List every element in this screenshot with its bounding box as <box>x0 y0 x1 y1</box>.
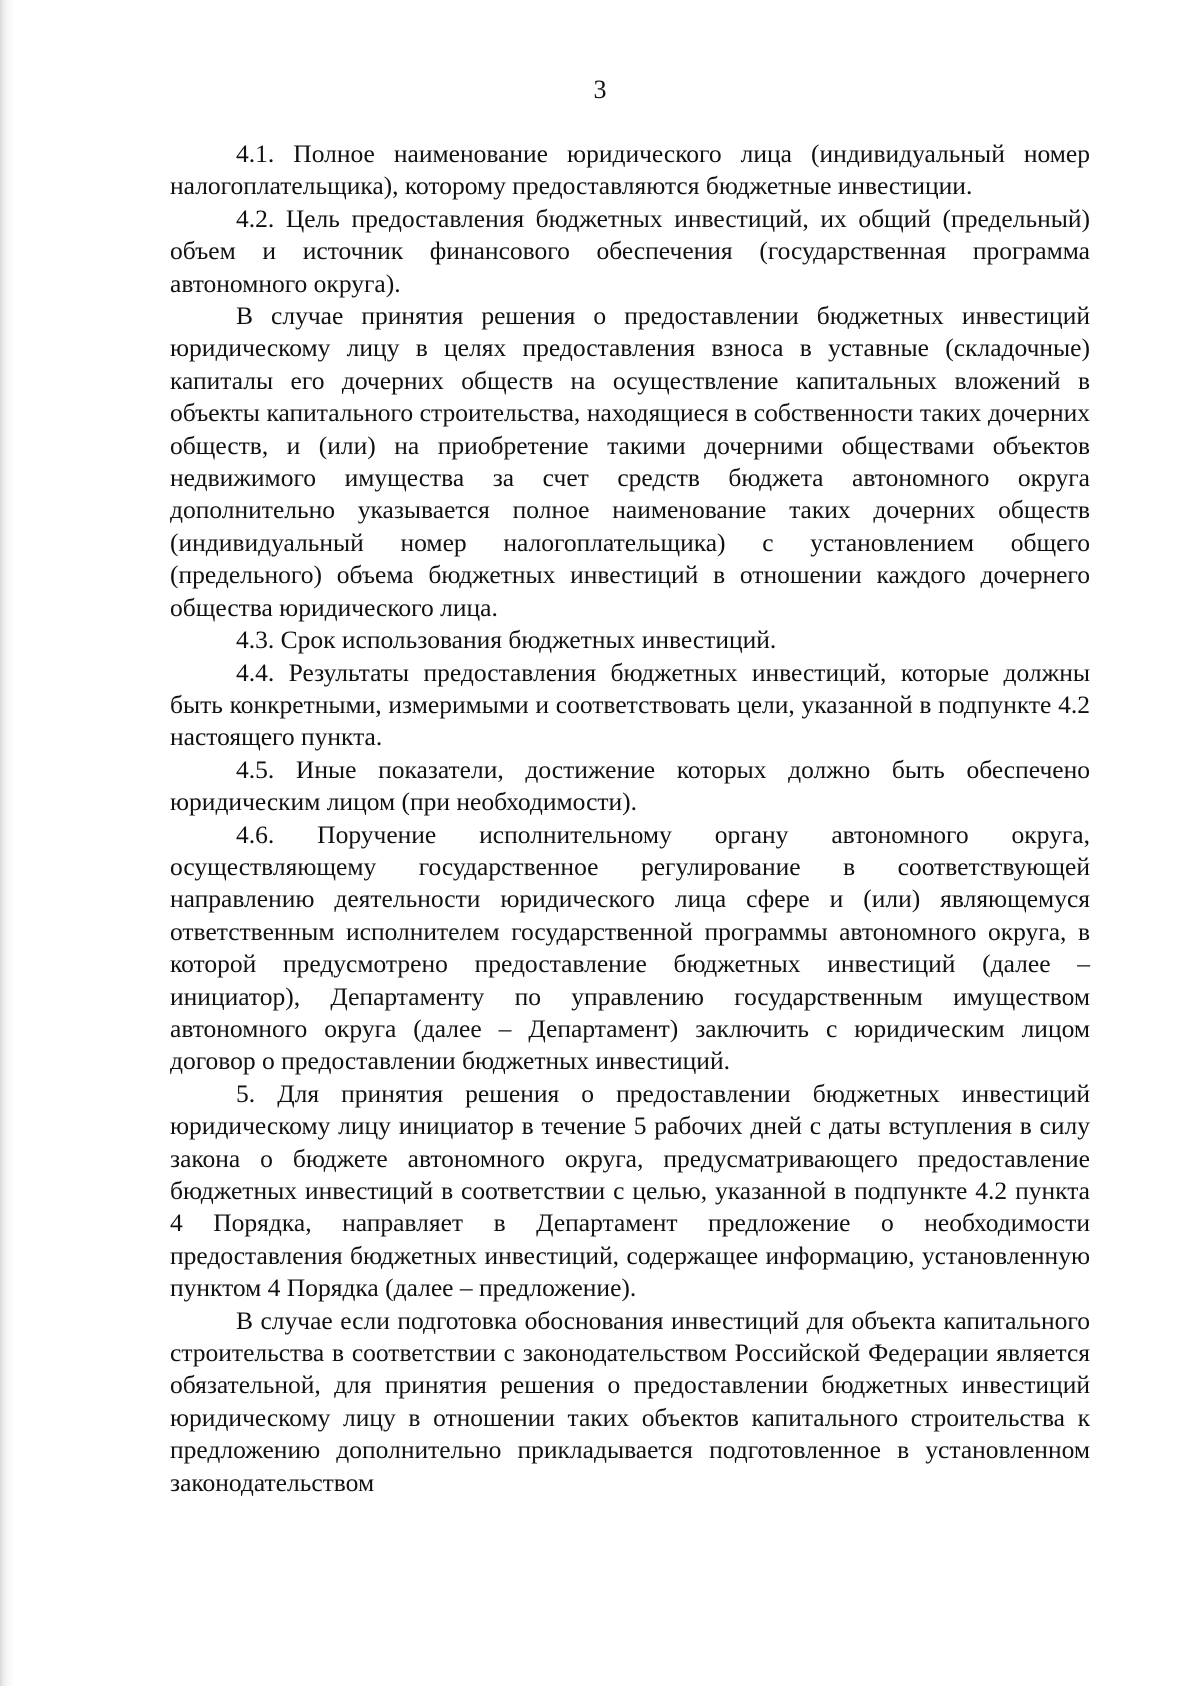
paragraph-5: 5. Для принятия решения о предоставлении бюджетных инвестиций юридическому лицу инициатор в течение 5 рабочих дней с даты вступления в силу закона о бюджете автономного округа, предусматривающего предоставление бюджетных инвестиций в соответствии с целью, указанной в подпункте 4.2 пункта 4 Порядка, направляет в Департамент предложение о необходимости предоставления бюджетных инвестиций, содержащее информацию, установленную пунктом 4 Порядка (далее – предложение). <box>170 1078 1090 1303</box>
paragraph-4-6: 4.6. Поручение исполнительному органу автономного округа, осуществляющему государственное регулирование в соответствующей направлению деятельности юридического лица сфере и (или) являющемуся ответственным исполнителем государственной программы автономного округа, в которой предусмотрено предоставление бюджетных инвестиций (далее – инициатор), Департаменту по управлению государственным имуществом автономного округа (далее – Департамент) заключить с юридическим лицом договор о предоставлении бюджетных инвестиций. <box>170 819 1090 1076</box>
paragraph-4-2-subsidiaries: В случае принятия решения о предоставлении бюджетных инвестиций юридическому лицу в целях предоставления взноса в уставные (складочные) капиталы его дочерних обществ на осуществление капитальных вложений в объекты капитального строительства, находящиеся в собственности таких дочерних обществ, и (или) на приобретение такими дочерними обществами объектов недвижимого имущества за счет средств бюджета автономного округа дополнительно указывается полное наименование таких дочерних обществ (индивидуальный номер налогоплательщика) с установлением общего (предельного) объема бюджетных инвестиций в отношении каждого дочернего общества юридического лица. <box>170 301 1090 622</box>
paragraph-5-justification: В случае если подготовка обоснования инвестиций для объекта капитального строительства в соответствии с законодательством Российской Федерации является обязательной, для принятия решения о предоставлении бюджетных инвестиций юридическому лицу в отношении таких объектов капитального строительства к предложению дополнительно прикладывается подготовленное в установленном законодательством <box>170 1305 1090 1497</box>
paragraph-4-4: 4.4. Результаты предоставления бюджетных инвестиций, которые должны быть конкретными, измеримыми и соответствовать цели, указанной в подпункте 4.2 настоящего пункта. <box>170 657 1090 752</box>
paragraph-4-3: 4.3. Срок использования бюджетных инвестиций. <box>236 625 777 655</box>
paragraph-4-5: 4.5. Иные показатели, достижение которых должно быть обеспечено юридическим лицом (при необходимости). <box>170 754 1090 817</box>
paragraph-4-2: 4.2. Цель предоставления бюджетных инвестиций, их общий (предельный) объем и источник финансового обеспечения (государственная программа автономного округа). <box>170 203 1090 298</box>
paragraph-4-1: 4.1. Полное наименование юридического лица (индивидуальный номер налогоплательщика), которому предоставляются бюджетные инвестиции. <box>170 139 1090 201</box>
page-number: 3 <box>593 75 607 104</box>
scan-edge <box>0 0 14 1686</box>
document-body <box>170 138 1090 1499</box>
